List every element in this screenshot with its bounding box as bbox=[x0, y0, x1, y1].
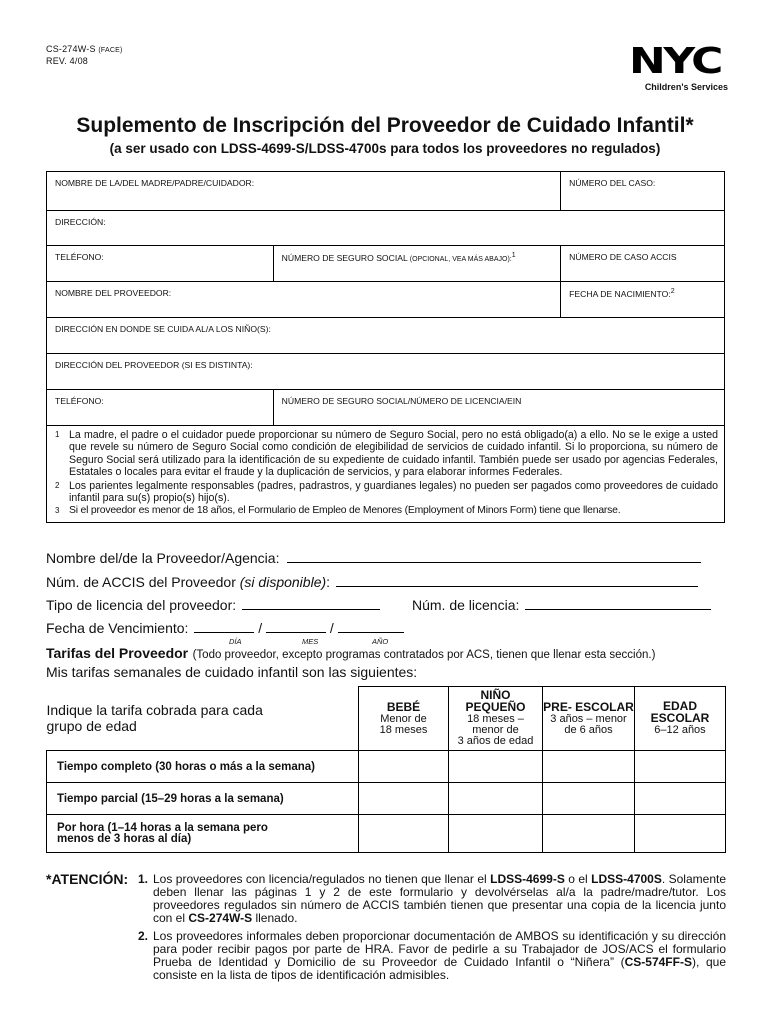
address-field[interactable]: DIRECCIÓN: bbox=[47, 211, 725, 246]
rate-cell[interactable] bbox=[635, 751, 726, 783]
accis-number-line: Núm. de ACCIS del Proveedor (si disponible): bbox=[46, 574, 698, 590]
agency-name: Children's Services bbox=[644, 82, 728, 92]
footnote-1: 1 La madre, el padre o el cuidador puede proporcionar su número de Seguro Social, pero no está obligado(a) a ello. No se le exige a usted que revele su número de Seguro Social como condición de elegibilidad de servicios de cuidado infantil. Si lo proporciona, su número de Seguro Social será utilizado para la identificación de su expediente de cuidado infantil. También puede ser usado por agencias Federales, Estatales o locales para evitar el fraude y la duplicación de servicios, y para elaborar informes Federales. bbox=[55, 429, 718, 479]
provider-name-field[interactable]: NOMBRE DEL PROVEEDOR: bbox=[47, 282, 561, 318]
rate-cell[interactable] bbox=[449, 783, 543, 815]
rate-cell[interactable] bbox=[543, 783, 635, 815]
tarifas-intro: Mis tarifas semanales de cuidado infantil son las siguientes: bbox=[46, 664, 418, 680]
rate-cell[interactable] bbox=[635, 783, 726, 815]
rates-table bbox=[46, 686, 726, 853]
footnote-3: 3 Si el proveedor es menor de 18 años, el Formulario de Empleo de Menores (Employment of Minors Form) tiene que llenarse. bbox=[55, 505, 621, 517]
row-hourly: Por hora (1–14 horas a la semana pero menos de 3 horas al día) bbox=[47, 815, 359, 853]
day-caption: DÍA bbox=[229, 637, 242, 646]
accis-case-field[interactable]: NÚMERO DE CASO ACCIS bbox=[561, 246, 725, 282]
expiration-year-input[interactable] bbox=[338, 620, 404, 633]
case-number-field[interactable]: NÚMERO DEL CASO: bbox=[561, 172, 725, 211]
accis-number-input[interactable] bbox=[336, 574, 698, 587]
birth-date-field[interactable]: FECHA DE NACIMIENTO:$^2$ bbox=[561, 282, 725, 318]
form-revision: REV. 4/08 bbox=[46, 56, 88, 66]
page-subtitle: (a ser usado con LDSS-4699-S/LDSS-4700s para todos los proveedores no regulados) bbox=[109, 141, 661, 156]
provider-phone-field[interactable]: TELÉFONO: bbox=[47, 390, 274, 426]
col-edad-escolar: EDAD ESCOLAR 6–12 años bbox=[635, 687, 726, 751]
provider-agency-line bbox=[46, 550, 701, 566]
page-title: Suplemento de Inscripción del Proveedor de Cuidado Infantil* bbox=[76, 114, 694, 137]
expiration-day-input[interactable] bbox=[194, 620, 254, 633]
month-caption: MES bbox=[302, 637, 319, 646]
enrollment-form-table bbox=[46, 171, 725, 523]
attention-item-2: 2. Los proveedores informales deben proporcionar documentación de AMBOS su identificación y su dirección para poder recibir pagos por parte de HRA. Favor de pedirle a su Trabajador de JOS/ACS el formulario Prueba de Identidad y Domicilio de su Proveedor de Cuidado Infantil o “Niñera” (CS-574FF-S), que consiste en la lista de tipos de identificación admisibles. bbox=[138, 929, 726, 982]
parent-name-field[interactable]: NOMBRE DE LA/DEL MADRE/PADRE/CUIDADOR: bbox=[47, 172, 561, 211]
rate-cell[interactable] bbox=[543, 815, 635, 853]
license-number-line: Núm. de licencia: bbox=[412, 597, 711, 613]
license-number-input[interactable] bbox=[525, 597, 711, 610]
rate-cell[interactable] bbox=[359, 751, 449, 783]
provider-address-field[interactable]: DIRECCIÓN DEL PROVEEDOR (SI ES DISTINTA): bbox=[47, 354, 725, 390]
tarifas-heading: Tarifas del Proveedor (Todo proveedor, excepto programas contratados por ACS, tienen que llenar esta sección.) bbox=[46, 645, 656, 661]
footnotes bbox=[47, 426, 725, 523]
rate-cell[interactable] bbox=[635, 815, 726, 853]
ssn-field[interactable]: NÚMERO DE SEGURO SOCIAL (OPCIONAL, VEA MÁS ABAJO):$^1$ bbox=[273, 246, 561, 282]
provider-agency-input[interactable] bbox=[287, 550, 701, 563]
form-number: CS-274W-S bbox=[46, 44, 96, 54]
col-pre-escolar: PRE- ESCOLAR 3 años – menor de 6 años bbox=[543, 687, 635, 751]
nyc-logo-text: NYC bbox=[629, 41, 721, 82]
row-full-time: Tiempo completo (30 horas o más a la semana) bbox=[47, 751, 359, 783]
provider-ssn-license-field[interactable]: NÚMERO DE SEGURO SOCIAL/NÚMERO DE LICENCIA/EIN bbox=[273, 390, 724, 426]
row-part-time: Tiempo parcial (15–29 horas a la semana) bbox=[47, 783, 359, 815]
footnote-2: 2 Los parientes legalmente responsables (padres, padrastros, y guardianes legales) no pueden ser pagados como proveedores de cuidado infantil para su(s) propio(s) hijo(s). bbox=[55, 479, 718, 505]
col-nino-pequeno: NIÑO PEQUEÑO 18 meses – menor de 3 años de edad bbox=[449, 687, 543, 751]
license-type-line: Tipo de licencia del proveedor: bbox=[46, 597, 380, 613]
rates-instruction: Indique la tarifa cobrada para cada grupo de edad bbox=[46, 702, 263, 735]
rate-cell[interactable] bbox=[543, 751, 635, 783]
rate-cell[interactable] bbox=[449, 815, 543, 853]
license-type-input[interactable] bbox=[242, 597, 380, 610]
col-bebe: BEBÉ Menor de 18 meses bbox=[359, 687, 449, 751]
expiration-line: Fecha de Vencimiento: / / bbox=[46, 620, 404, 636]
form-face: (FACE) bbox=[98, 47, 123, 54]
rate-cell[interactable] bbox=[449, 751, 543, 783]
year-caption: AÑO bbox=[372, 637, 389, 646]
nyc-logo bbox=[622, 41, 728, 92]
form-number-block bbox=[46, 44, 123, 67]
rate-cell[interactable] bbox=[359, 815, 449, 853]
provider-agency-label: Nombre del/de la Proveedor/Agencia: bbox=[46, 550, 280, 566]
phone-field[interactable]: TELÉFONO: bbox=[47, 246, 274, 282]
rate-cell[interactable] bbox=[359, 783, 449, 815]
care-address-field[interactable]: DIRECCIÓN EN DONDE SE CUIDA AL/A LOS NIÑO(S): bbox=[47, 318, 725, 354]
attention-item-1: 1. Los proveedores con licencia/regulados no tienen que llenar el LDSS-4699-S o el LDSS-4700S. Solamente deben llenar las páginas 1 y 2 de este formulario y devolvérselas al/a la padre/madre/tutor. Los proveedores regulados sin número de ACCIS también tienen que presentar una copia de la licencia junto con el CS-274W-S llenado. bbox=[138, 872, 726, 925]
attention-label: *ATENCIÓN: bbox=[46, 871, 129, 887]
expiration-month-input[interactable] bbox=[266, 620, 326, 633]
